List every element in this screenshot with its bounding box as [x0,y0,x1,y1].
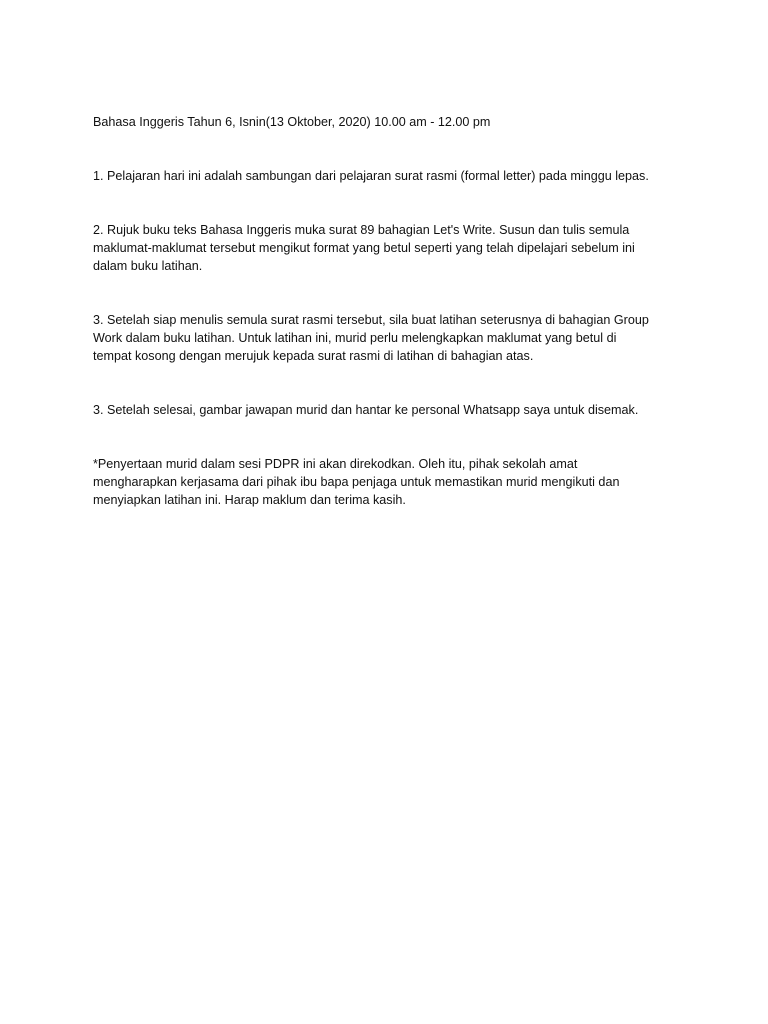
paragraph-3-line-3: tempat kosong dengan merujuk kepada surat rasmi di latihan di bahagian atas. [93,349,534,363]
paragraph-2-line-3: dalam buku latihan. [93,259,203,273]
paragraph-1-line-1: 1. Pelajaran hari ini adalah sambungan dari pelajaran surat rasmi (formal letter) pada minggu lepas. [93,169,649,183]
paragraph-4-line-1: 3. Setelah selesai, gambar jawapan murid dan hantar ke personal Whatsapp saya untuk disemak. [93,403,639,417]
paragraph-1 [93,167,683,185]
paragraph-2-line-2: maklumat-maklumat tersebut mengikut format yang betul seperti yang telah dipelajari sebelum ini [93,241,635,255]
paragraph-5-line-3: menyiapkan latihan ini. Harap maklum dan terima kasih. [93,493,406,507]
paragraph-4 [93,401,683,419]
paragraph-5-line-1: *Penyertaan murid dalam sesi PDPR ini akan direkodkan. Oleh itu, pihak sekolah amat [93,457,578,471]
document-title: Bahasa Inggeris Tahun 6, Isnin(13 Oktober, 2020) 10.00 am - 12.00 pm [93,115,491,129]
document-body [93,113,683,545]
paragraph-5 [93,455,683,509]
paragraph-3 [93,311,683,365]
paragraph-5-line-2: mengharapkan kerjasama dari pihak ibu bapa penjaga untuk memastikan murid mengikuti dan [93,475,620,489]
paragraph-3-line-1: 3. Setelah siap menulis semula surat rasmi tersebut, sila buat latihan seterusnya di bahagian Group [93,313,649,327]
paragraph-2 [93,221,683,275]
paragraph-2-line-1: 2. Rujuk buku teks Bahasa Inggeris muka surat 89 bahagian Let's Write. Susun dan tulis semula [93,223,630,237]
paragraph-3-line-2: Work dalam buku latihan. Untuk latihan ini, murid perlu melengkapkan maklumat yang betul di [93,331,617,345]
